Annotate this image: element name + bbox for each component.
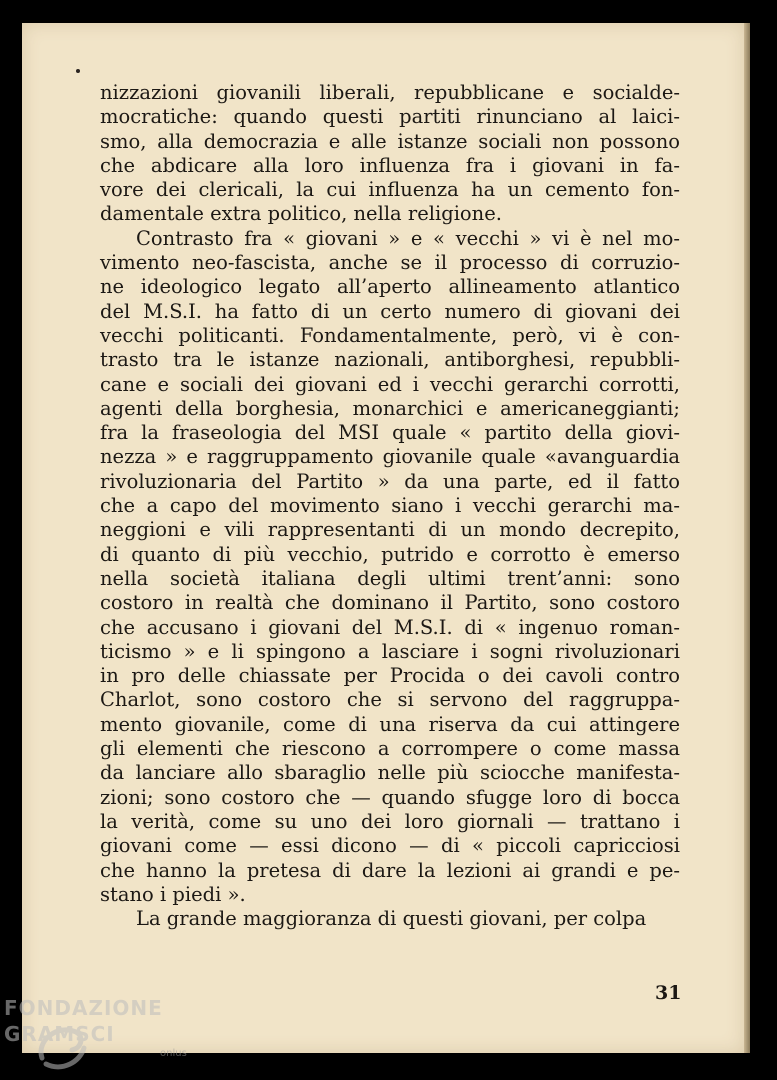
watermark-line-1: FONDAZIONE [4, 996, 163, 1020]
text-line: mocratiche: quando questi partiti rinunciano al laici- [100, 105, 680, 129]
text-line: vore dei clericali, la cui influenza ha un cemento fon- [100, 178, 680, 202]
text-line: stano i piedi ». [100, 882, 246, 906]
text-line: rivoluzionaria del Partito » da una parte, ed il fatto [100, 469, 680, 493]
text-line: gli elementi che riescono a corrompere o come massa [100, 737, 680, 761]
text-line: di quanto di più vecchio, putrido e corrotto è emerso [100, 542, 680, 566]
text-line: cane e sociali dei giovani ed i vecchi gerarchi corrotti, [100, 372, 680, 396]
text-line: vimento neo-fascista, anche se il processo di corruzio- [100, 251, 680, 275]
text-line: che accusano i giovani del M.S.I. di « ingenuo roman- [100, 615, 680, 639]
text-line: La grande maggioranza di questi giovani, per colpa [136, 907, 647, 931]
text-line: in pro delle chiassate per Procida o dei cavoli contro [100, 664, 680, 688]
page-edge [744, 23, 750, 1053]
watermark-text [4, 996, 163, 1046]
text-line: giovani come — essi dicono — di « piccoli capricciosi [100, 834, 680, 858]
page-number: 31 [655, 982, 682, 1004]
text-line: che a capo del movimento siano i vecchi gerarchi ma- [100, 494, 680, 518]
text-line: da lanciare allo sbaraglio nelle più sciocche manifesta- [100, 761, 680, 785]
text-line: costoro in realtà che dominano il Partito, sono costoro [100, 591, 680, 615]
text-line: che abdicare alla loro influenza fra i giovani in fa- [100, 153, 680, 177]
text-line: Contrasto fra « giovani » e « vecchi » vi è nel mo- [136, 226, 680, 250]
text-line: del M.S.I. ha fatto di un certo numero di giovani dei [100, 299, 680, 323]
ink-speck [76, 69, 80, 73]
text-line: zioni; sono costoro che — quando sfugge loro di bocca [100, 785, 680, 809]
text-line: damentale extra politico, nella religione. [100, 202, 502, 226]
text-line: ne ideologico legato all’aperto allineamento atlantico [100, 275, 680, 299]
watermark-logo [4, 996, 204, 1076]
text-line: smo, alla democrazia e alle istanze sociali non possono [100, 129, 680, 153]
watermark-line-2: GRAMSCI [4, 1022, 115, 1046]
text-line: nezza » e raggruppamento giovanile quale «avanguardia [100, 445, 680, 469]
text-line: la verità, come su uno dei loro giornali — trattano i [100, 809, 680, 833]
text-line: trasto tra le istanze nazionali, antiborghesi, repubbli- [100, 348, 680, 372]
text-line: che hanno la pretesa di dare la lezioni ai grandi e pe- [100, 858, 680, 882]
text-line: ticismo » e li spingono a lasciare i sogni rivoluzionari [100, 639, 680, 663]
text-line: fra la fraseologia del MSI quale « partito della giovi- [100, 421, 680, 445]
text-line: Charlot, sono costoro che si servono del raggruppa- [100, 688, 680, 712]
text-line: mento giovanile, come di una riserva da cui attingere [100, 712, 680, 736]
text-line: nella società italiana degli ultimi trent’anni: sono [100, 566, 680, 590]
watermark-subtitle: onlus [160, 1048, 187, 1059]
text-line: nizzazioni giovanili liberali, repubblicane e socialde- [100, 81, 680, 104]
text-line: agenti della borghesia, monarchici e americaneggianti; [100, 396, 680, 420]
body-text [100, 81, 680, 931]
text-line: vecchi politicanti. Fondamentalmente, però, vi è con- [100, 323, 680, 347]
text-line: neggioni e vili rappresentanti di un mondo decrepito, [100, 518, 680, 542]
